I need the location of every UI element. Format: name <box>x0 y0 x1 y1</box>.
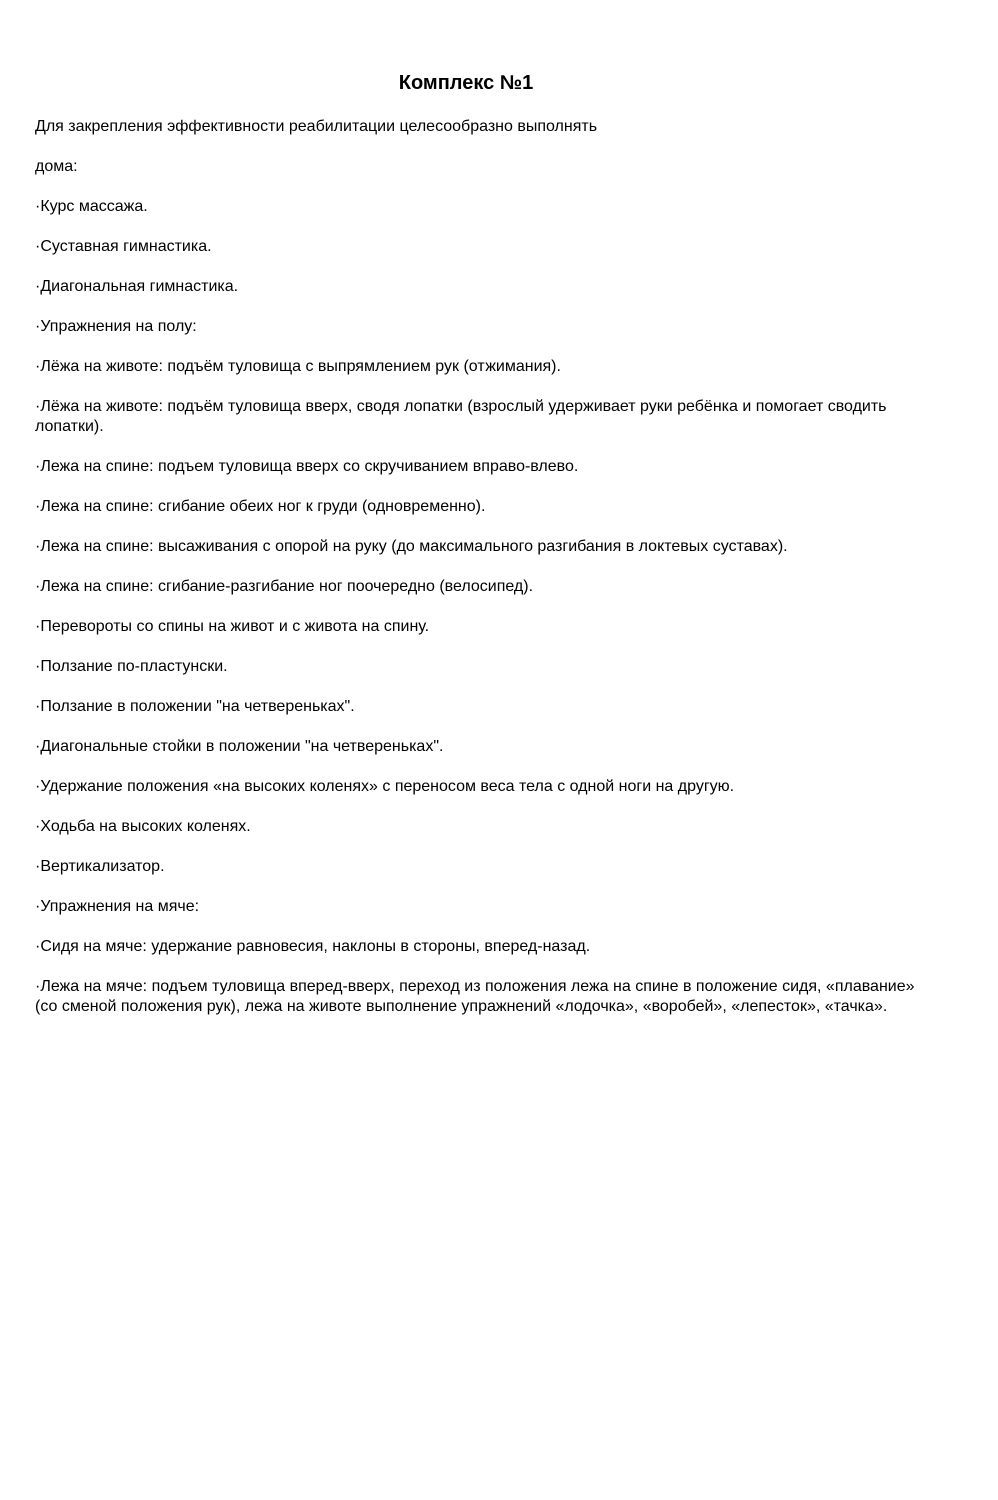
list-item: ·Лежа на спине: высаживания с опорой на руку (до максимального разгибания в локтевых суставах). <box>35 538 788 555</box>
intro-text: Для закрепления эффективности реабилитации целесообразно выполнять <box>35 118 598 135</box>
list-item: ·Диагональные стойки в положении "на четвереньках". <box>35 738 444 755</box>
document-title: Комплекс №1 <box>398 72 534 94</box>
list-item: ·Диагональная гимнастика. <box>35 278 239 295</box>
list-item: ·Упражнения на мяче: <box>35 898 200 915</box>
document-body <box>35 117 915 1037</box>
list-item: ·Удержание положения «на высоких коленях» с переносом веса тела с одной ноги на другую. <box>35 778 735 795</box>
list-item: ·Вертикализатор. <box>35 858 165 875</box>
list-item: ·Сидя на мяче: удержание равновесия, наклоны в стороны, вперед-назад. <box>35 938 591 955</box>
list-item: ·Курс массажа. <box>35 198 148 215</box>
list-item: ·Лежа на спине: сгибание обеих ног к груди (одновременно). <box>35 498 486 515</box>
list-item: ·Ходьба на высоких коленях. <box>35 818 251 835</box>
list-item: ·Упражнения на полу: <box>35 318 197 335</box>
list-item: ·Ползание по-пластунски. <box>35 658 228 675</box>
list-item: ·Лежа на мяче: подъем туловища вперед-вверх, переход из положения лежа на спине в положение сидя, «плавание» (со сменой положения рук), лежа на животе выполнение упражнений «лодочка», «воробей», «лепесток», «тачка». <box>35 978 915 1015</box>
list-item: ·Лежа на спине: подъем туловища вверх со скручиванием вправо-влево. <box>35 458 579 475</box>
list-item: ·Ползание в положении "на четвереньках". <box>35 698 355 715</box>
intro-text-continuation: дома: <box>35 158 78 175</box>
list-item: ·Лёжа на животе: подъём туловища с выпрямлением рук (отжимания). <box>35 358 561 375</box>
list-item: ·Лёжа на животе: подъём туловища вверх, сводя лопатки (взрослый удерживает руки ребёнка и помогает сводить лопатки). <box>35 398 887 435</box>
list-item: ·Суставная гимнастика. <box>35 238 212 255</box>
list-item: ·Лежа на спине: сгибание-разгибание ног поочередно (велосипед). <box>35 578 534 595</box>
list-item: ·Перевороты со спины на живот и с живота на спину. <box>35 618 430 635</box>
